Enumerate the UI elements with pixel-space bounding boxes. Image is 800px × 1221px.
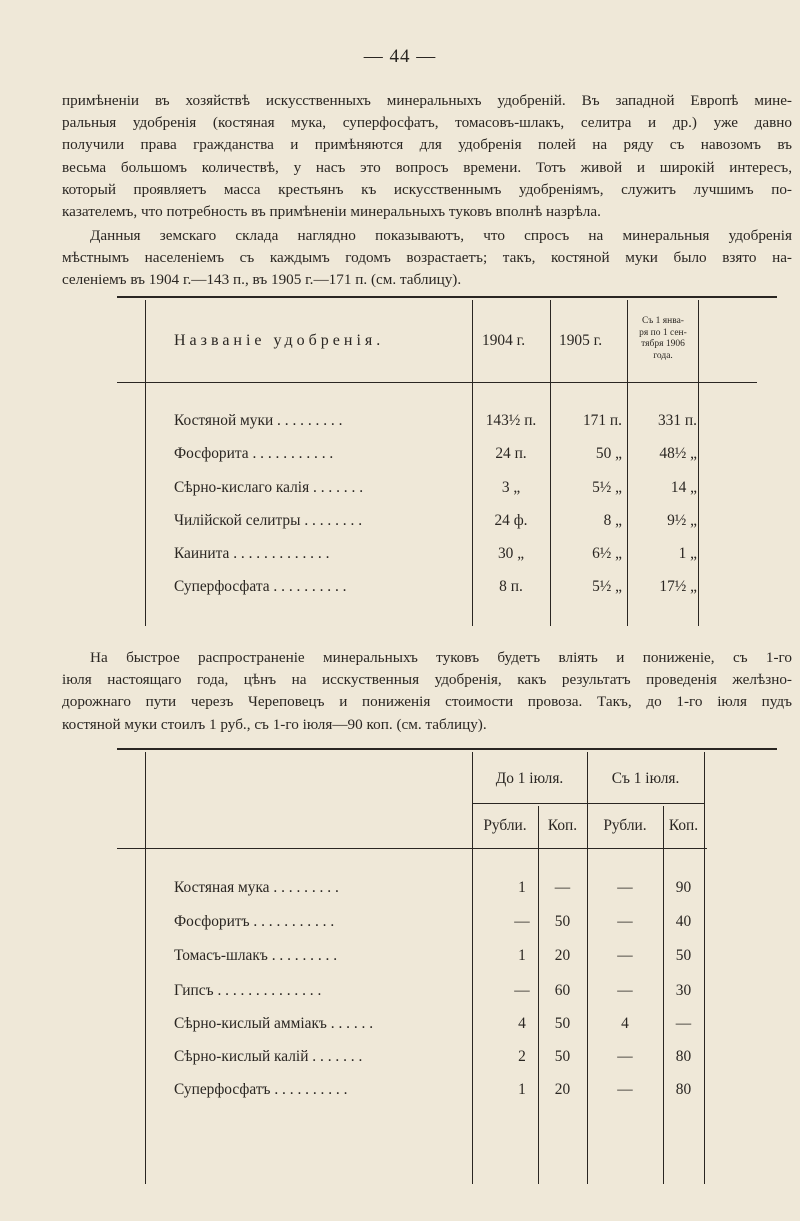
text-line: получили права гражданства и примѣняются для удобренія полей на ряду съ навозомъ въ xyxy=(62,136,792,154)
text-line: который проявляетъ масса крестьянъ къ искусственнымъ удобреніямъ, служитъ лучшимъ по- xyxy=(62,180,792,198)
text-line: селеніемъ въ 1904 г.—143 п., въ 1905 г.—171 п. (см. таблицу). xyxy=(62,271,462,289)
header-1906: Съ 1 янва- ря по 1 сен- тября 1906 года. xyxy=(639,316,687,361)
paragraph-intro xyxy=(62,90,792,223)
text-line: мѣстнымъ населеніемъ съ каждымъ годомъ возрастаетъ; такъ, костяной муки было взято на- xyxy=(62,249,792,267)
text-line: костяной муки стоилъ 1 руб., съ 1-го іюля—90 коп. (см. таблицу). xyxy=(62,715,487,733)
table-column-rule xyxy=(704,752,705,1184)
header-1904: 1904 г. xyxy=(482,332,526,349)
page-number: — 44 — xyxy=(363,46,437,67)
header-fertilizer-name: Названіе удобренія. xyxy=(174,332,385,349)
text-line: казателемъ, что потребность въ примѣненіи минеральныхъ туковъ вполнѣ назрѣла. xyxy=(62,203,601,221)
text-line: дорожнаго пути черезъ Череповецъ и пониженія стоимости провоза. Такъ, до 1-го іюля пудъ xyxy=(62,693,792,711)
text-line: ральныя удобренія (костяная мука, суперфосфатъ, томасовъ-шлакъ, селитра и др.) уже давно xyxy=(62,114,792,132)
table-column-rule xyxy=(145,752,146,1184)
paragraph-demand xyxy=(62,225,792,292)
table-top-rule xyxy=(117,296,777,298)
fertilizer-price-table: До 1 іюля. Съ 1 іюля. Рубли. Коп. Рубли. Коп. Костяная мука . . . . . . . . . 1 — — 90 Фосфоритъ . . . . . . . . . . . — 50 — 40 Томасъ-шлакъ . . . . . . . . . 1 20 — 50 Гипсъ . . . . . . . . . . . . . . — 60 — 30 Сѣрно-кислый амміакъ . . . . . . 4 50 4 — Сѣрно-кислый калій . . . . . . . 2 50 — 80 Суперфосфатъ . . . . . . . . . . 1 20 — 80 xyxy=(62,748,792,1188)
header-kopecks: Коп. xyxy=(668,817,699,834)
table-header-rule xyxy=(117,848,707,849)
header-rubles: Рубли. xyxy=(603,817,647,834)
header-before-july: До 1 іюля. xyxy=(495,770,564,787)
header-rubles: Рубли. xyxy=(483,817,527,834)
table-header-rule xyxy=(117,382,757,383)
table-top-rule xyxy=(117,748,777,750)
table-column-rule xyxy=(698,300,699,626)
fertilizer-sales-table: Названіе удобренія. 1904 г. 1905 г. Съ 1 янва- ря по 1 сен- тября 1906 года. Костяной муки . . . . . . . . . 143½ п. 171 п. 331 п. Фосфорита . . . . . . . . . . . 24 п. 50 „ 48½ „ Сѣрно-кислаго калія . . . . . . . 3 „ 5½ „ 14 „ Чилійской селитры . . . . . . . . 24 ф. 8 „ 9½ „ Каинита . . . . . . . . . . . . . 30 „ 6½ „ 1 „ Суперфосфата . . . . . . . . . . 8 п. 5½ „ 17½ „ xyxy=(62,296,792,630)
header-after-july: Съ 1 іюля. xyxy=(611,770,680,787)
text-line: Данныя земскаго склада наглядно показываютъ, что спросъ на минеральныя удобренія xyxy=(90,227,792,244)
text-line: примѣненіи въ хозяйствѣ искусственныхъ минеральныхъ удобреній. Въ западной Европѣ мине- xyxy=(62,92,792,109)
table-column-rule xyxy=(145,300,146,626)
text-line: весьма большомъ количествѣ, у насъ это вопросъ времени. Тотъ живой и широкій интересъ, xyxy=(62,158,792,176)
header-kopecks: Коп. xyxy=(547,817,578,834)
table-subheader-rule xyxy=(472,803,704,804)
text-line: На быстрое распространеніе минеральныхъ туковъ будетъ вліять и пониженіе, съ 1-го xyxy=(90,649,792,666)
text-line: іюля настоящаго года, цѣнъ на исскуственныя удобренія, какъ результатъ проведенія желѣзно- xyxy=(62,671,792,689)
header-1905: 1905 г. xyxy=(559,332,603,349)
paragraph-prices xyxy=(62,647,792,736)
